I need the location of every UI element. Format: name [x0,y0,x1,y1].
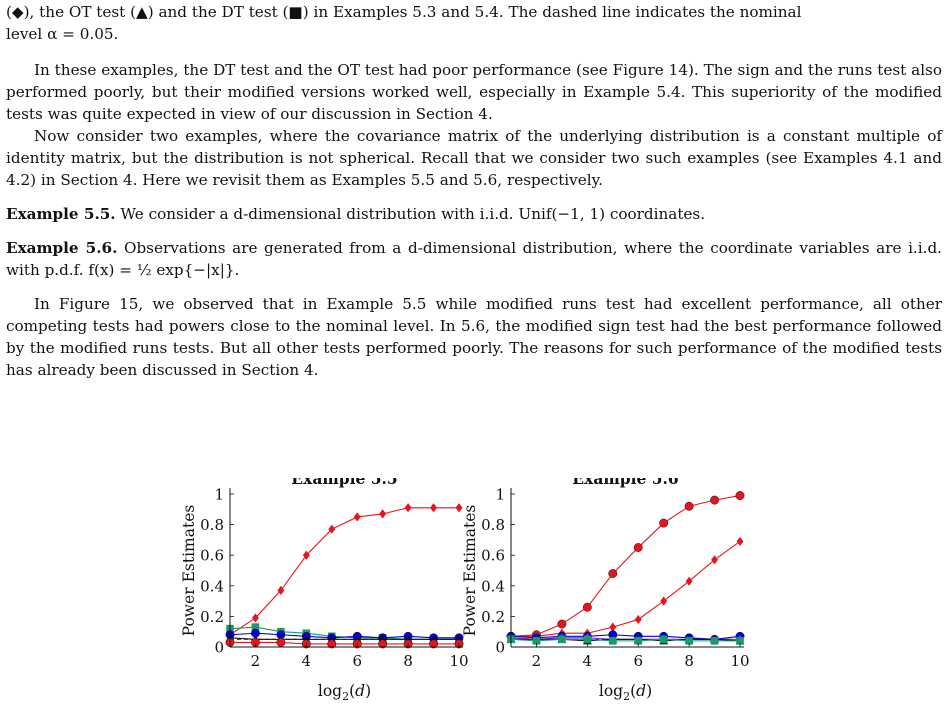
example-5-5-body: We consider a d-dimensional distribution with i.i.d. Unif(−1, 1) coordinates. [120,205,706,223]
figure-caption-line: level α = 0.05. [6,25,119,43]
data-point [711,555,718,564]
example-5-5-label: Example 5.5. [6,205,116,223]
data-point [558,636,566,644]
data-point [686,577,693,586]
x-tick-label: 2 [531,652,542,670]
y-tick-label: 0.8 [200,516,224,535]
x-axis-label: $\log_2(d)$ [317,682,372,703]
example-5-5 [6,203,942,225]
paper-page [6,0,942,381]
y-tick-label: 1 [214,485,224,504]
x-tick-label: 10 [449,652,469,670]
x-tick-label: 4 [582,652,593,670]
figure-15 [0,478,948,706]
data-point [430,503,437,512]
x-axis-label: $\log_2(d)$ [598,682,653,703]
paragraph-figure-15: In Figure 15, we observed that in Example 5.5 while modified runs test had excellent performance, all other competing tests had powers close to the nominal level. In 5.6, the modified sign test had the best performance followed by the modified runs tests. But all other tests performed poorly. The reasons for such performance of the modified tests has already been discussed in Section 4. [6,295,942,379]
x-tick-label: 10 [730,652,750,670]
data-point [609,637,617,645]
data-point [584,636,592,644]
data-point [558,620,566,628]
y-tick-label: 0.2 [481,607,505,626]
chart-title: Example 5.5 [291,478,398,488]
y-tick-label: 0.4 [200,577,224,596]
y-tick-label: 0.2 [200,607,224,626]
data-point [379,509,386,518]
data-point [354,512,361,521]
x-tick-label: 6 [633,652,643,670]
x-tick-label: 6 [352,652,362,670]
paragraph-examples-intro: Now consider two examples, where the covariance matrix of the underlying distribution is a constant multiple of identity matrix, but the distribution is not spherical. Recall that we consider two such examples (see Examples 4.1 and 4.2) in Section 4. Here we revisit them as Examples 5.5 and 5.6, respectively. [6,127,942,189]
data-point [583,603,591,611]
data-point [635,615,642,624]
series-line [511,496,740,637]
data-point [660,636,668,644]
y-tick-label: 0.4 [481,577,505,596]
y-axis-label: Power Estimates [461,504,479,637]
data-point [277,638,285,646]
x-tick-label: 4 [301,652,312,670]
data-point [710,496,718,504]
data-point [609,569,617,577]
y-tick-label: 0.6 [200,546,224,565]
series-line [230,642,459,644]
x-tick-label: 8 [684,652,694,670]
y-tick-label: 1 [495,485,505,504]
x-tick-label: 8 [403,652,413,670]
data-point [736,491,744,499]
data-point [711,637,719,645]
data-point [405,503,412,512]
data-point [634,543,642,551]
example-5-6-label: Example 5.6. [6,239,118,257]
example-5-6-body: Observations are generated from a d-dimensional distribution, where the coordinate variables are i.i.d. with p.d.f. f(x) = ½ exp{−|x|}. [6,239,942,279]
example-5-6 [6,237,942,281]
figure-caption-line: (◆), the OT test (▲) and the DT test (■) in Examples 5.3 and 5.4. The dashed line indicates the nominal [6,3,802,21]
data-point [737,537,744,546]
chart-title: Example 5.6 [572,478,679,488]
series-line [230,633,459,638]
y-tick-label: 0 [214,638,224,657]
data-point [659,519,667,527]
y-tick-label: 0.8 [481,516,505,535]
series-line [230,508,459,635]
data-point [685,502,693,510]
y-tick-label: 0 [495,638,505,657]
y-tick-label: 0.6 [481,546,505,565]
y-axis-label: Power Estimates [180,504,198,637]
data-point [660,597,667,606]
x-tick-label: 2 [250,652,261,670]
series-line [230,638,459,640]
paragraph-discussion: In these examples, the DT test and the OT test had poor performance (see Figure 14). The sign and the runs test also performed poorly, but their modified versions worked well, especially in Example 5.4. This superiority of the modified tests was quite expected in view of our discussion in Section 4. [6,61,942,123]
series-line [511,541,740,636]
figure-15-charts [0,478,948,706]
